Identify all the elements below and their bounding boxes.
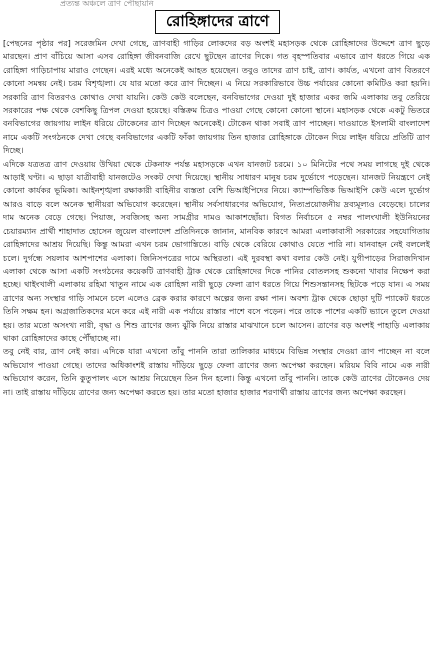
article-paragraph-2 xyxy=(3,158,430,346)
previous-article-fragment: প্রত্যন্ত অঞ্চলে ত্রাণ পৌঁছায়নি xyxy=(60,0,154,8)
paragraph-text: এদিকে যত্রতত্র ত্রাণ দেওয়ায় উখিয়া থেকে টেকনাফ পর্যন্ত মহাসড়কে এখন যানজট চরমে। ১০ মিনিটের পথে সময় লাগছে দুই থেকে আড়াই ঘণ্টা। এ ছাড়া যাত্রীবাহী যানজটেও সংকট দেখা দিয়েছে। স্থানীয় সাধারণ মানুষ চরম দুর্ভোগে পড়েছেন। যানজট নিয়ন্ত্রণে নেই কোনো কার্যকর ভূমিকা। আইনশৃঙ্খলা রক্ষাকারী বাহিনীর ব্যস্ততা বেশি ভিআইপিদের নিয়ে। ক্যাম্পভিত্তিক ভিআইপি কেউ এলে দুর্ভোগ আরও বাড়ে বলে অনেক স্থানীয়রা অভিযোগ করেছেন। স্থানীয় সর্বসাধারণের অভিযোগ, নিত্যপ্রয়োজনীয় দ্রব্যমূল্যও বেড়েছে। চালের দাম অনেক বেড়ে গেছে। পিয়াজ, সবজিসহ অন্য সামগ্রীর দামও আকাশছোঁয়া। বিগত নির্বাচনে ৫ নম্বর পালংখালী ইউনিয়নের চেয়ারম্যান প্রার্থী শাহাদাত হোসেন জুয়েল বাংলাদেশ প্রতিদিনকে জানান, মানবিক কারণে আমরা এলাকাবাসী সরকারের সহযোগিতায় রোহিঙ্গাদের আশ্রয় দিয়েছি। কিন্তু আমরা এখন চরম ভোগান্তিতে। বাড়ি থেকে বেরিয়ে কোথাও যেতে পারি না। যানবাহন নেই বললেই চলে। দুর্গন্ধে সয়লাব আশপাশের এলাকা। জিনিসপত্রের দামে অস্থিরতা। এই দুরবস্থা কথা বলার কেউ নেই। যুগীপাড়ের সিরাজদিখান এলাকা থেকে আসা একটি সংগঠনের কয়েকটি ত্রাণবাহী ট্রাক থেকে রোহিঙ্গাদের দিকে পানির বোতলসহ শুকনো খাবার নিক্ষেপ করা হচ্ছে। থাইংখালী এলাকায় রহিমা খাতুন নামে এক রোহিঙ্গা নারী ছুড়ে ফেলা ত্রাণ ধরতে গিয়ে শিশুসন্তানসহ ছিটকে পড়ে যান। এ সময় ত্রাণের অন্য সংস্থার গাড়ি সামনে চলে এলেও ব্রেক করার কারণে অল্পের জন্য রক্ষা পান। অবশ্য ট্রাক থেকে ছোড়া দুটি প্যাকেট ধরতে তিনি সক্ষম হন। অগ্রজাতিকদের মনে করে এই নারী এক পর্যায়ে রাস্তার পাশে বসে পড়েন। পরে তাকে পাশের একটি ভ্যানে তুলে দেওয়া হয়। তার মতো অসংখ্য নারী, বৃদ্ধা ও শিশু ত্রাণের জন্য ঝুঁকি নিয়ে রাস্তার মাঝখানে চলে আসেন। ত্রাণের বড় অংশই পাহাড়ি এলাকায় থাকা রোহিঙ্গাদের কাছে পৌঁছাচ্ছে না। xyxy=(3,158,430,343)
article-paragraph-1 xyxy=(3,37,430,158)
paragraph-text: তবু নেই বার, ত্রাণ নেই কার। এদিকে যারা এখনো তাঁবু পাননি তারা তালিকার মাধ্যমে বিভিন্ন সংস্থার দেওয়া ত্রাণ পাচ্ছেন না বলে অভিযোগ পাওয়া গেছে। তাদের অধিকাংশই রাস্তায় দাঁড়িয়ে ছুড়ে ফেলা ত্রাণের জন্য অপেক্ষা করছেন। মরিয়ম বিবি নামে এক নারী অভিযোগ করেন, তিনি কুতুপালং এসে আশ্রয় নিয়েছেন তিন দিন হলো। কিন্তু এখনো তাঁবু পাননি। তাকে কেউ ত্রাণের টোকেনও দেয় না। তাই রাস্তায় দাঁড়িয়ে ত্রাণের জন্য অপেক্ষা করতে হয়। তার মতো হাজার হাজার শরণার্থী রাস্তায় ত্রাণের জন্য অপেক্ষা করছেন। xyxy=(3,346,430,397)
paragraph-text: সরেজমিন দেখা গেছে, ত্রাণবাহী গাড়ির লোকদের বড় অংশই মহাসড়ক থেকে রোহিঙ্গাদের উদ্দেশে ত্রাণ ছুড়ে মারছেন। প্রাণ বাঁচিয়ে আসা এসব রোহিঙ্গা জীবনবাজি রেখে ছুটছেন ত্রাণের দিকে। গত বৃহস্পতিবার এভাবে ত্রাণ ধরতে গিয়ে এক রোহিঙ্গা গাড়িচাপায় মারাও গেছেন। এরই মধ্যে অনেকেই আহত হয়েছেন। তবুও তাদের ত্রাণ চাই, ত্রাণ। কার্যত, এখনো ত্রাণ বিতরণে কোনো সমন্বয় নেই। চরম বিশৃঙ্খলা। যে যার মতো করে ত্রাণ দিচ্ছেন। এ নিয়ে সরকারিভাবে উচ্চ পর্যায়ের কোনো কমিটিও করা হয়নি। সরকারি ত্রাণ বিতরণও কোথাও দেখা যায়নি। কেউ কেউ বলেছেন, বনবিভাগের দেওয়া দুই হাজার একর জমি এলাকায় তবু তেরিয়ে সরকারের পক্ষ থেকে বেশকিছু ত্রিপল দেওয়া হয়েছে। বস্তিক্রম চিত্রও পাওয়া গেছে কোনো কোনো স্থানে। মহাসড়ক থেকে একটু ভিতরে বনবিভাগের জায়গায় লাইন ধরিয়ে টোকেনের ত্রাণ দিচ্ছেন অনেকেই। টোকেন থাকা সবাই ত্রাণ পাচ্ছেন। দাওয়াতে ইসলামী বাংলাদেশ নামে একটি সংগঠনকে দেখা গেছে বনবিভাগের একটি ফাঁকা জায়গায় তিন হাজার রোহিঙ্গাকে টোকেন দিয়ে লাইন ধরিয়ে প্রতিটি ত্রাণ দিচ্ছে। xyxy=(3,38,430,156)
article-body xyxy=(3,37,430,641)
article-paragraph-3 xyxy=(3,345,430,399)
headline-box xyxy=(0,10,435,34)
article-headline: রোহিঙ্গাদের ত্রাণে xyxy=(155,10,280,34)
continued-from-label: [পেছনের পৃষ্ঠার পর] xyxy=(3,38,71,48)
